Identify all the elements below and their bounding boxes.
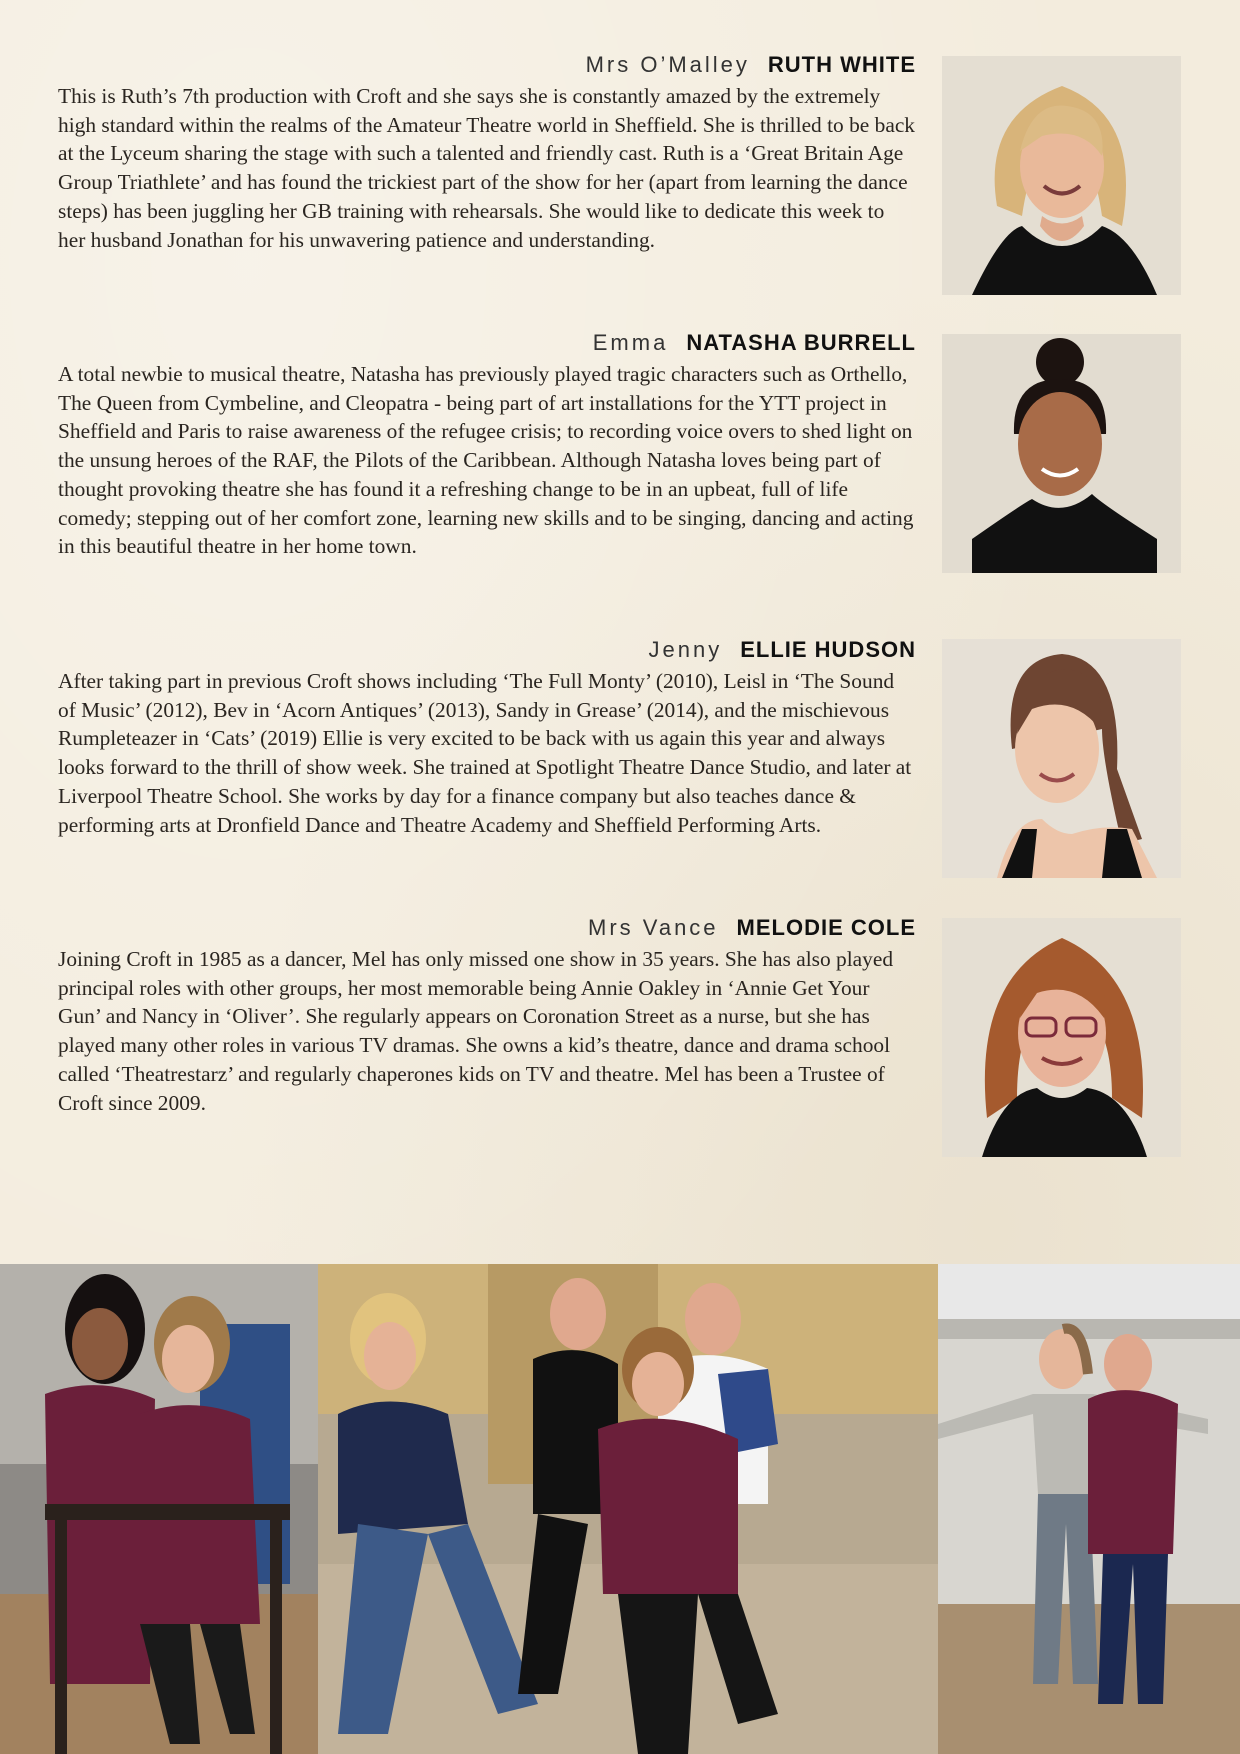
rehearsal-photo-strip — [0, 1264, 1240, 1754]
bio-heading — [58, 635, 916, 665]
bio-ellie-hudson — [58, 635, 916, 839]
bio-text: A total newbie to musical theatre, Natasha has previously played tragic characters such as Orthello, The Queen from Cymbeline, and Cleopatra - being part of art installations for the YTT project in Sheffield and Paris to raise awareness of the refugee crisis; to recording voice overs to shed light on the unsung heroes of the RAF, the Pilots of the Caribbean. Although Natasha loves being part of thought provoking theatre she has found it a refreshing change to be in an upbeat, full of life comedy; stepping out of her comfort zone, learning new skills and to be singing, dancing and acting in this beautiful theatre in her home town. — [58, 362, 914, 559]
rehearsal-photo-image — [0, 1264, 318, 1754]
bio-natasha-burrell — [58, 328, 916, 561]
rehearsal-photo-image — [318, 1264, 938, 1754]
bio-heading — [58, 913, 916, 943]
rehearsal-photo-center — [318, 1264, 938, 1754]
character-name: Emma — [592, 330, 669, 355]
bio-text: This is Ruth’s 7th production with Croft and she says she is constantly amazed by the extremely high standard within the realms of the Amateur Theatre world in Sheffield. She is thrilled to be back at the Lyceum sharing the stage with such a talented and friendly cast. Ruth is a ‘Great Britain Age Group Triathlete’ and has found the trickiest part of the show for her (apart from learning the dance steps) has been juggling her GB training with rehearsals. She would like to dedicate this week to her husband Jonathan for his unwavering patience and understanding. — [58, 84, 916, 252]
bio-ruth-white — [58, 50, 916, 254]
bio-heading — [58, 328, 916, 358]
portrait-natasha-burrell — [942, 334, 1181, 573]
bio-heading — [58, 50, 916, 80]
portrait-ellie-hudson — [942, 639, 1181, 878]
actor-name: MELODIE COLE — [736, 915, 916, 940]
bio-melodie-cole — [58, 913, 916, 1117]
bio-text: Joining Croft in 1985 as a dancer, Mel has only missed one show in 35 years. She has also played principal roles with other groups, her most memorable being Annie Oakley in ‘Annie Get Your Gun’ and Nancy in ‘Oliver’. She regularly appears on Coronation Street as a nurse, but she has played many other roles in various TV dramas. She owns a kid’s theatre, dance and drama school called ‘Theatrestarz’ and regularly chaperones kids on TV and theatre. Mel has been a Trustee of Croft since 2009. — [58, 947, 894, 1115]
rehearsal-photo-left — [0, 1264, 318, 1754]
character-name: Jenny — [648, 637, 723, 662]
character-name: Mrs Vance — [588, 915, 719, 940]
character-name: Mrs O’Malley — [585, 52, 750, 77]
portrait-image — [942, 639, 1181, 878]
actor-name: NATASHA BURRELL — [686, 330, 916, 355]
portrait-image — [942, 334, 1181, 573]
bio-text: After taking part in previous Croft shows including ‘The Full Monty’ (2010), Leisl in ‘The Sound of Music’ (2012), Bev in ‘Acorn Antiques’ (2013), Sandy in Grease’ (2014), and the mischievous Rumpleteazer in ‘Cats’ (2019) Ellie is very excited to be back with us again this year and always looks forward to the thrill of show week. She trained at Spotlight Theatre Dance Studio, and later at Liverpool Theatre School. She works by day for a finance company but also teaches dance & performing arts at Dronfield Dance and Theatre Academy and Sheffield Performing Arts. — [58, 669, 912, 837]
portrait-image — [942, 56, 1181, 295]
actor-name: RUTH WHITE — [767, 52, 916, 77]
portrait-image — [942, 918, 1181, 1157]
actor-name: ELLIE HUDSON — [740, 637, 916, 662]
rehearsal-photo-image — [938, 1264, 1240, 1754]
portrait-ruth-white — [942, 56, 1181, 295]
portrait-melodie-cole — [942, 918, 1181, 1157]
rehearsal-photo-right — [938, 1264, 1240, 1754]
